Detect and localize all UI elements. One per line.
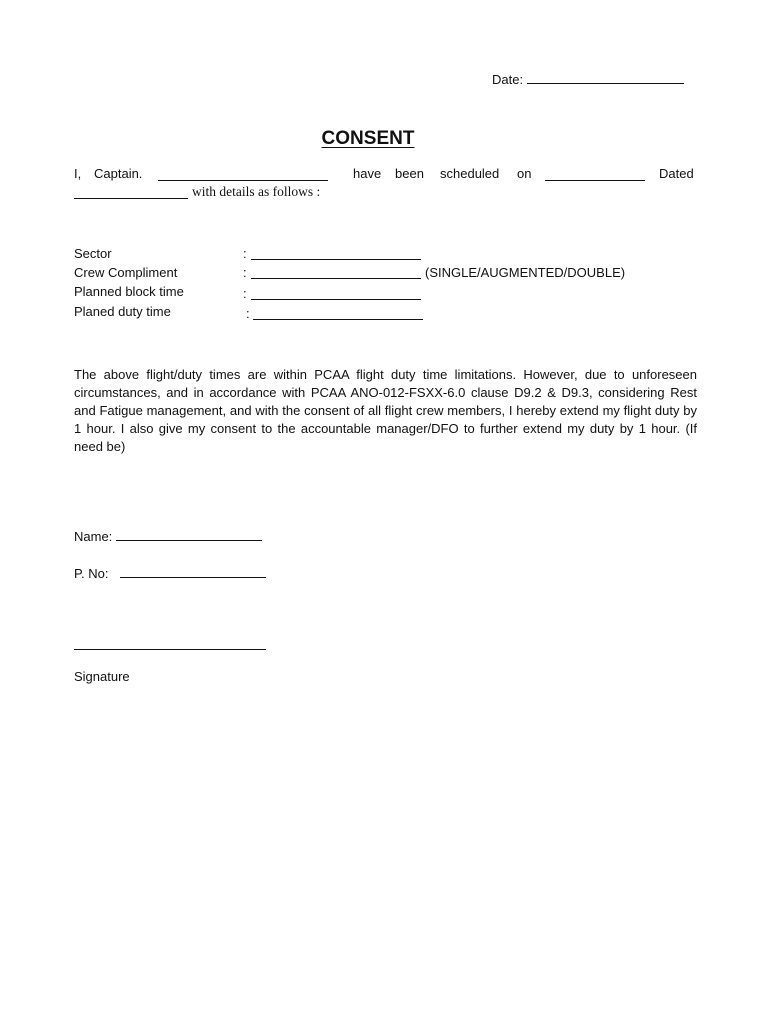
signature-label: Signature — [74, 669, 130, 684]
intro-scheduled: scheduled — [440, 166, 500, 181]
crew-compliment-field[interactable] — [251, 265, 421, 279]
captain-name-field[interactable] — [158, 166, 328, 181]
detail-colon: : — [243, 286, 247, 301]
name-label: Name: — [74, 529, 113, 544]
detail-colon: : — [243, 265, 247, 280]
planned-block-time-field[interactable] — [251, 286, 421, 300]
intro-been: been — [395, 166, 424, 181]
consent-paragraph: The above flight/duty times are within PCAA flight duty time limitations. However, due to unforeseen circumstances, and in accordance with PCAA ANO-012-FSXX-6.0 clause D9.2 & D9.3, considering Rest and Fatigue management, and with the consent of all flight crew members, I hereby extend my flight duty by 1 hour. I also give my consent to the accountable manager/DFO to further extend my duty by 1 hour. (If need be) — [74, 367, 697, 454]
detail-label-duty-time: Planed duty time — [74, 304, 171, 319]
intro-i: I, — [74, 166, 82, 181]
intro-dated: Dated — [659, 166, 694, 181]
detail-label-sector: Sector — [74, 246, 112, 261]
detail-label-crew: Crew Compliment — [74, 265, 178, 280]
intro-captain: Captain. — [94, 166, 143, 181]
date-line — [492, 70, 684, 87]
document-title: CONSENT — [321, 128, 415, 149]
planned-duty-time-field[interactable] — [253, 306, 423, 320]
pno-field[interactable] — [120, 564, 266, 578]
name-field[interactable] — [116, 527, 262, 541]
scheduled-flight-field[interactable] — [545, 166, 645, 181]
signature-field[interactable] — [74, 636, 266, 650]
intro-have: have — [353, 166, 382, 181]
detail-colon: : — [243, 246, 247, 261]
date-label: Date: — [492, 72, 524, 87]
detail-colon: : — [246, 306, 250, 321]
intro-tail: with details as follows : — [192, 184, 321, 199]
dated-field[interactable] — [74, 184, 188, 199]
name-line — [74, 527, 262, 544]
detail-label-block-time: Planned block time — [74, 284, 184, 299]
pno-label: P. No: — [74, 566, 109, 581]
pno-line — [74, 564, 266, 581]
sector-field[interactable] — [251, 246, 421, 260]
crew-options-text: (SINGLE/AUGMENTED/DOUBLE) — [425, 265, 626, 280]
intro-on: on — [517, 166, 532, 181]
date-field[interactable] — [527, 70, 684, 84]
